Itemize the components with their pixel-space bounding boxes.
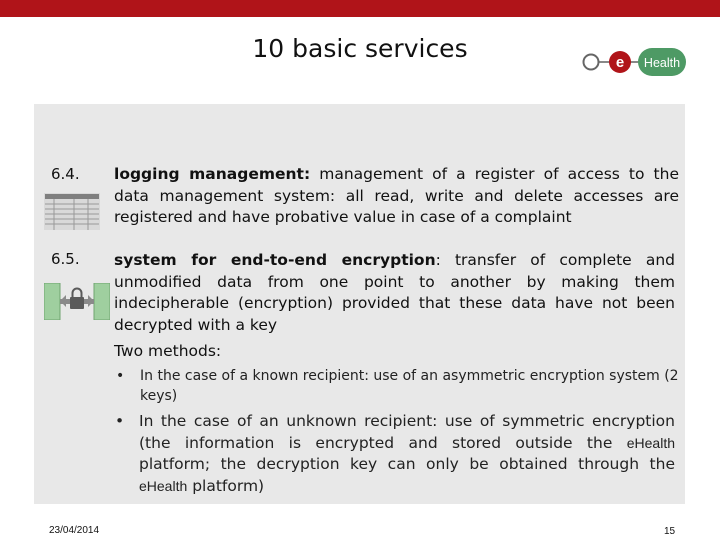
bullet-dot: • [116, 368, 125, 384]
bullet-text-part: platform) [187, 476, 265, 495]
page-number: 15 [664, 526, 676, 537]
section-heading: logging management: [114, 165, 311, 183]
lock-transfer-icon [44, 283, 110, 320]
section-number: 6.4. [51, 165, 80, 183]
list-item [116, 366, 680, 406]
ehealth-logo [578, 46, 688, 78]
methods-label: Two methods: [114, 342, 222, 360]
logo-word: Health [643, 56, 681, 70]
bullet-text: In the case of a known recipient: use of an asymmetric encryption system (2 keys) [140, 368, 679, 404]
section-number: 6.5. [51, 250, 80, 268]
section-heading: system for end-to-end encryption [114, 251, 436, 269]
logo-letter: e [615, 54, 625, 71]
ehealth-brand: eHealth [139, 477, 188, 494]
section-text [114, 250, 675, 336]
bullet-text-part: In the case of an unknown recipient: use of symmetric encryption (the information is encrypted and stored outside the [139, 412, 675, 452]
footer-date: 23/04/2014 [49, 525, 100, 536]
list-item [115, 411, 675, 497]
ehealth-brand: eHealth [626, 434, 675, 451]
section-body: management of a register of access to the data management system: all read, write and delete accesses are registered and have probative value in case of a complaint [114, 165, 679, 226]
section-text [114, 164, 679, 229]
section-body: : transfer of complete and unmodified data from one point to another by making them indecipherable (encryption) provided that these data have not been decrypted with a key [114, 251, 675, 334]
bullet-dot: • [115, 412, 125, 430]
spreadsheet-icon [44, 193, 100, 230]
bullet-text-part: platform; the decryption key can only be obtained through the [139, 455, 675, 473]
top-bar [0, 0, 720, 17]
slide-title: 10 basic services [252, 34, 468, 63]
